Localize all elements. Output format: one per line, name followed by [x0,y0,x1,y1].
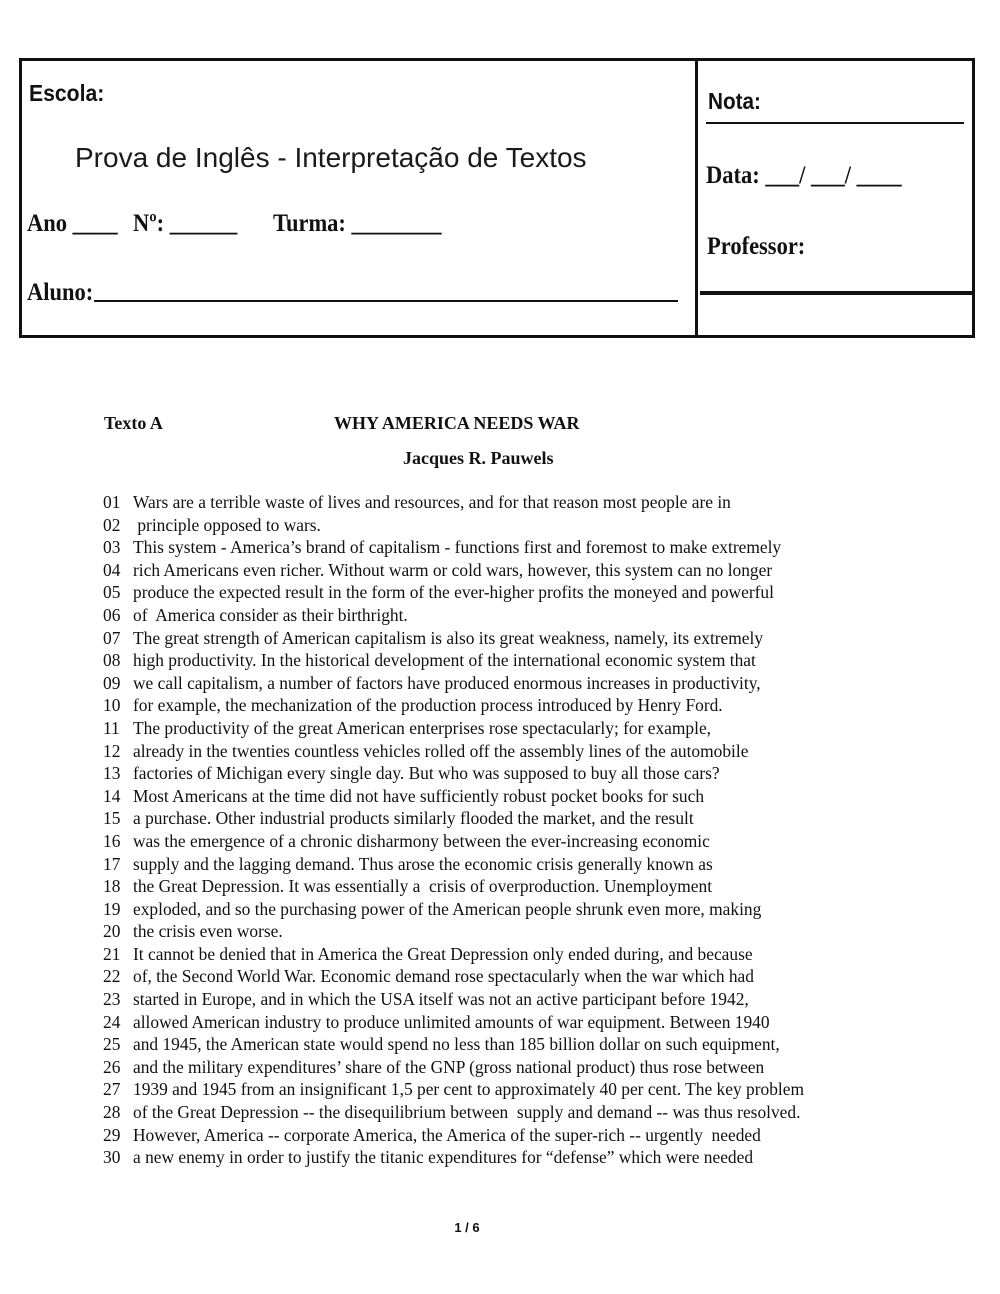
aluno-label: Aluno: [27,279,94,306]
line-text: was the emergence of a chronic disharmony between the ever-increasing economic [133,830,710,851]
line-text: a new enemy in order to justify the titanic expenditures for “defense” which were needed [133,1147,754,1168]
line-text: started in Europe, and in which the USA itself was not an active participant before 1942, [133,989,749,1010]
text-line [103,830,903,853]
line-number: 02 [103,514,121,535]
line-number: 03 [103,537,121,558]
aluno-underline [94,300,678,302]
line-text: supply and the lagging demand. Thus arose the economic crisis generally known as [133,853,713,874]
text-line [103,604,903,627]
line-number: 05 [103,582,121,603]
text-line [103,536,903,559]
text-line [103,898,903,921]
numbered-text-lines [103,491,903,1169]
text-label: Texto A [104,413,163,433]
text-line [103,1124,903,1147]
exam-header-box [19,58,975,338]
line-text: However, America -- corporate America, the America of the super-rich -- urgently needed [133,1124,761,1145]
text-line [103,627,903,650]
line-number: 16 [103,830,121,851]
text-line [103,988,903,1011]
line-text: factories of Michigan every single day. But who was supposed to buy all those cars? [133,763,720,784]
text-line [103,1033,903,1056]
line-number: 23 [103,989,121,1010]
text-line [103,965,903,988]
line-number: 21 [103,943,121,964]
text-line [103,1146,903,1169]
line-text: of America consider as their birthright. [133,604,408,625]
line-number: 04 [103,559,121,580]
line-number: 14 [103,785,121,806]
line-number: 13 [103,763,121,784]
line-text: already in the twenties countless vehicles rolled off the assembly lines of the automobile [133,740,749,761]
line-text: a purchase. Other industrial products similarly flooded the market, and the result [133,808,694,829]
line-text: produce the expected result in the form of the ever-higher profits the moneyed and powerful [133,582,774,603]
line-text: Wars are a terrible waste of lives and resources, and for that reason most people are in [133,492,731,512]
text-line [103,649,903,672]
school-label: Escola: [29,80,105,106]
line-number: 27 [103,1079,121,1100]
line-number: 25 [103,1034,121,1055]
line-number: 18 [103,876,121,897]
line-number: 07 [103,627,121,648]
text-line [103,740,903,763]
line-number: 29 [103,1124,121,1145]
line-text: the Great Depression. It was essentially a crisis of overproduction. Unemployment [133,876,713,897]
line-text: the crisis even worse. [133,921,283,942]
text-line [103,920,903,943]
line-text: exploded, and so the purchasing power of the American people shrunk even more, making [133,898,762,919]
professor-label: Professor: [707,233,806,260]
line-text: we call capitalism, a number of factors have produced enormous increases in productivity, [133,672,761,693]
line-text: and the military expenditures’ share of the GNP (gross national product) thus rose between [133,1056,765,1077]
text-line [103,491,903,514]
page-number: 1 / 6 [454,1220,480,1235]
text-line [103,875,903,898]
line-number: 11 [103,717,120,738]
text-line [103,672,903,695]
text-line [103,581,903,604]
text-line [103,853,903,876]
text-line [103,559,903,582]
turma-label: Turma: ________ [273,210,442,237]
line-number: 12 [103,740,121,761]
line-number: 17 [103,853,121,874]
line-text: This system - America’s brand of capitalism - functions first and foremost to make extremely [133,537,782,558]
line-number: 15 [103,808,121,829]
line-number: 10 [103,695,121,716]
line-number: 01 [103,492,121,512]
data-label: Data: ___/ ___/ ____ [706,162,902,189]
text-line [103,807,903,830]
line-number: 30 [103,1147,121,1168]
line-text: It cannot be denied that in America the Great Depression only ended during, and because [133,943,753,964]
line-number: 28 [103,1102,121,1123]
text-line [103,1011,903,1034]
text-line [103,717,903,740]
line-text: rich Americans even richer. Without warm or cold wars, however, this system can no longer [133,559,773,580]
line-text: The productivity of the great American enterprises rose spectacularly; for example, [133,717,712,738]
line-number: 08 [103,650,121,671]
line-text: Most Americans at the time did not have sufficiently robust pocket books for such [133,785,705,806]
text-line [103,1101,903,1124]
nota-label: Nota: [708,88,761,114]
line-text: 1939 and 1945 from an insignificant 1,5 per cent to approximately 40 per cent. The key problem [133,1079,804,1100]
line-text: The great strength of American capitalism is also its great weakness, namely, its extremely [133,627,764,648]
header-divider [695,58,698,338]
line-text: allowed American industry to produce unlimited amounts of war equipment. Between 1940 [133,1011,770,1032]
line-text: principle opposed to wars. [133,514,321,535]
text-line [103,943,903,966]
numero-label: Nº: ______ [133,210,238,237]
text-line [103,1078,903,1101]
line-text: and 1945, the American state would spend no less than 185 billion dollar on such equipment, [133,1034,780,1055]
ano-label: Ano ____ [27,210,118,237]
professor-rule [700,291,973,295]
line-number: 26 [103,1056,121,1077]
nota-underline [706,122,964,124]
article-author: Jacques R. Pauwels [403,448,554,468]
line-number: 19 [103,898,121,919]
line-number: 24 [103,1011,121,1032]
line-number: 22 [103,966,121,987]
line-number: 06 [103,604,121,625]
text-line [103,762,903,785]
line-number: 09 [103,672,121,693]
text-line [103,694,903,717]
line-text: of the Great Depression -- the disequilibrium between supply and demand -- was thus resolved. [133,1102,801,1123]
text-line [103,785,903,808]
line-text: for example, the mechanization of the production process introduced by Henry Ford. [133,695,723,716]
article-title: WHY AMERICA NEEDS WAR [334,413,580,433]
exam-title: Prova de Inglês - Interpretação de Textos [75,142,587,173]
line-number: 20 [103,921,121,942]
text-line [103,514,903,537]
line-text: high productivity. In the historical development of the international economic system that [133,650,756,671]
line-text: of, the Second World War. Economic demand rose spectacularly when the war which had [133,966,754,987]
text-line [103,1056,903,1079]
